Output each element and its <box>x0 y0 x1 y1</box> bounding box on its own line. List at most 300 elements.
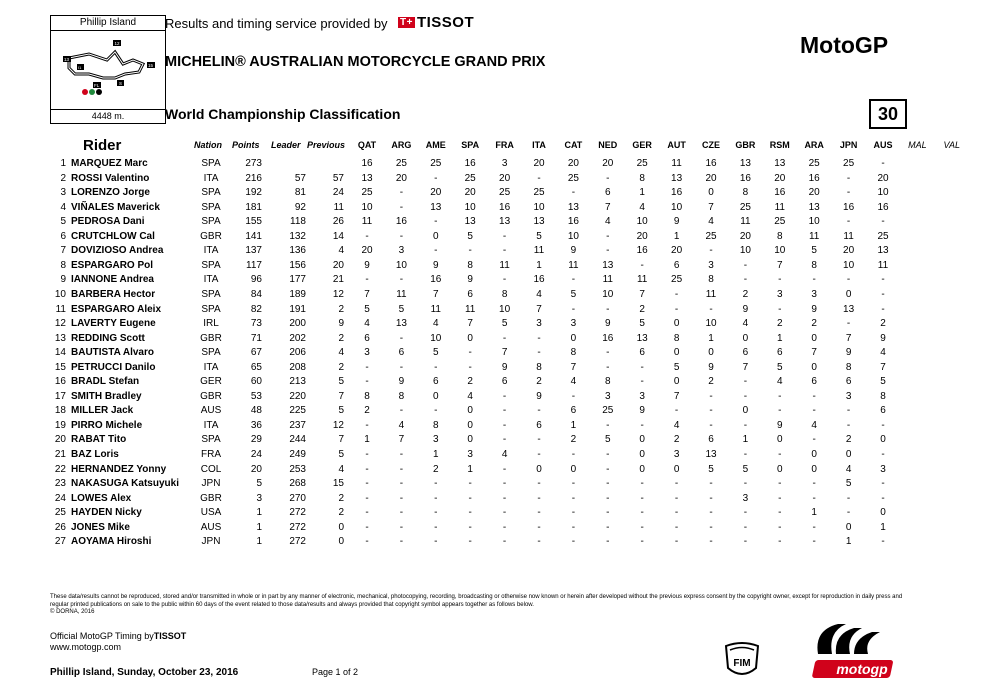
track-map-drawing <box>55 34 161 106</box>
nation-cell: SPA <box>201 303 221 315</box>
race-points-cell: - <box>537 492 541 504</box>
race-points-cell: - <box>846 492 851 504</box>
race-points-cell: - <box>502 492 507 504</box>
col-header-race: SPA <box>461 140 480 150</box>
previous-gap-cell: 7 <box>338 434 344 446</box>
race-points-cell: 9 <box>433 259 439 271</box>
race-points-cell: 3 <box>811 288 817 300</box>
race-points-cell: - <box>571 187 576 199</box>
race-points-cell: - <box>674 288 679 300</box>
race-points-cell: 16 <box>361 158 373 169</box>
race-points-cell: 7 <box>536 303 542 315</box>
position-cell: 7 <box>60 245 66 257</box>
race-points-cell: - <box>640 361 644 373</box>
race-points-cell: 9 <box>605 318 611 330</box>
race-points-cell: 0 <box>777 434 783 446</box>
race-points-cell: - <box>399 536 404 548</box>
race-points-cell: 13 <box>361 172 373 184</box>
col-header-race: MAL <box>908 140 927 150</box>
points-cell: 192 <box>245 187 262 199</box>
race-points-cell: 25 <box>361 187 373 199</box>
race-points-cell: - <box>537 536 541 548</box>
points-cell: 73 <box>250 318 262 330</box>
previous-gap-cell: 4 <box>338 463 344 475</box>
position-cell: 21 <box>54 449 66 460</box>
race-points-cell: 7 <box>570 361 577 373</box>
official-timing: Official MotoGP Timing byTISSOT <box>50 631 187 641</box>
race-points-cell: 8 <box>398 390 405 402</box>
race-points-cell: 20 <box>430 187 442 199</box>
race-points-cell: 16 <box>533 274 545 286</box>
race-points-cell: 7 <box>708 201 714 213</box>
race-points-cell: 0 <box>845 521 852 533</box>
race-points-cell: - <box>571 507 576 519</box>
race-points-cell: - <box>709 303 713 315</box>
race-points-cell: - <box>571 449 576 460</box>
race-points-cell: - <box>434 361 438 373</box>
race-points-cell: 8 <box>845 361 852 373</box>
rider-name-cell: ESPARGARO Pol <box>71 259 154 271</box>
race-points-cell: 7 <box>811 347 817 359</box>
race-points-cell: 9 <box>570 245 577 257</box>
leader-gap-cell: 220 <box>289 390 306 402</box>
race-points-cell: 0 <box>708 187 714 199</box>
position-cell: 15 <box>54 361 66 373</box>
race-points-cell: 2 <box>777 318 783 330</box>
nation-cell: GBR <box>200 492 222 504</box>
race-points-cell: 10 <box>636 216 648 228</box>
leader-gap-cell: 272 <box>289 507 306 519</box>
previous-gap-cell: 20 <box>332 259 344 271</box>
race-points-cell: 8 <box>364 390 370 402</box>
race-points-cell: - <box>537 405 541 417</box>
previous-gap-cell: 0 <box>338 521 344 533</box>
race-points-cell: - <box>434 492 438 504</box>
race-points-cell: 1 <box>777 332 783 344</box>
race-points-cell: 13 <box>705 449 717 460</box>
race-points-cell: 1 <box>467 463 473 475</box>
race-points-cell: 2 <box>742 288 749 300</box>
position-cell: 4 <box>60 201 66 213</box>
race-points-cell: 9 <box>536 390 542 402</box>
motogp-logo <box>806 620 906 682</box>
race-points-cell: 7 <box>880 361 886 373</box>
fim-logo <box>722 640 762 680</box>
nation-cell: SPA <box>201 347 221 359</box>
race-points-cell: 20 <box>602 158 614 169</box>
race-points-cell: 6 <box>536 419 542 431</box>
race-points-cell: 13 <box>430 201 442 213</box>
race-points-cell: - <box>468 347 472 359</box>
race-points-cell: 7 <box>605 201 611 213</box>
race-points-cell: 8 <box>708 274 714 286</box>
position-cell: 26 <box>54 521 66 533</box>
race-points-cell: - <box>709 507 713 519</box>
race-points-cell: 13 <box>843 303 855 315</box>
race-points-cell: - <box>571 478 576 490</box>
race-points-cell: 16 <box>499 201 511 213</box>
race-points-cell: 0 <box>433 230 439 242</box>
race-points-cell: - <box>399 361 404 373</box>
position-cell: 18 <box>54 405 66 417</box>
points-cell: 36 <box>250 419 262 431</box>
race-points-cell: - <box>674 303 679 315</box>
race-points-cell: 6 <box>570 405 577 417</box>
race-points-cell: - <box>881 492 885 504</box>
race-points-cell: 0 <box>570 463 577 475</box>
race-points-cell: 2 <box>433 463 439 475</box>
nation-cell: SPA <box>201 158 221 169</box>
race-points-cell: - <box>606 230 610 242</box>
race-points-cell: 4 <box>708 216 714 228</box>
race-points-cell: 0 <box>742 332 749 344</box>
race-points-cell: 0 <box>639 434 645 446</box>
race-points-cell: - <box>640 259 644 271</box>
disclaimer-text: These data/results cannot be reproduced, stored and/or transmitted in whole or in part by any manner of electronic, mechanical, photocopying, recording, broadcasting or otherwise now known or herein after developed without the previous express consent by the copyright owner, except for reproduction in daily press and regular printed publications on sale to the public within 60 days of the event related to those data/results and always provided that copyright symbol appears together as follows below. <box>50 594 903 608</box>
race-points-cell: - <box>537 332 541 344</box>
previous-gap-cell: 0 <box>338 536 344 548</box>
position-cell: 17 <box>54 390 66 402</box>
race-points-cell: 1 <box>536 259 542 271</box>
race-points-cell: - <box>399 521 404 533</box>
race-points-cell: 0 <box>708 347 714 359</box>
col-header-rider: Rider <box>83 137 122 154</box>
race-points-cell: 5 <box>673 361 680 373</box>
map-label: 13 <box>64 57 70 62</box>
race-points-cell: 16 <box>739 172 751 184</box>
leader-gap-cell: 237 <box>289 419 306 431</box>
race-points-cell: 0 <box>742 405 749 417</box>
race-points-cell: - <box>537 347 541 359</box>
nation-cell: AUS <box>200 405 222 417</box>
col-header-race: NED <box>598 140 618 150</box>
website-link[interactable]: www.motogp.com <box>50 642 122 652</box>
rider-name-cell: BAUTISTA Alvaro <box>71 347 154 359</box>
table-row <box>0 333 1000 347</box>
race-points-cell: 16 <box>671 187 683 199</box>
race-points-cell: - <box>743 376 748 388</box>
race-points-cell: 4 <box>742 318 749 330</box>
race-points-cell: 16 <box>567 216 579 228</box>
race-points-cell: 2 <box>880 318 886 330</box>
race-points-cell: - <box>365 419 369 431</box>
race-points-cell: 4 <box>673 419 680 431</box>
rider-name-cell: DOVIZIOSO Andrea <box>71 245 164 257</box>
race-points-cell: 10 <box>774 245 786 257</box>
race-points-cell: 2 <box>845 434 852 446</box>
race-points-cell: - <box>881 449 885 460</box>
table-row <box>0 245 1000 259</box>
race-points-cell: 1 <box>433 449 439 460</box>
race-points-cell: 11 <box>396 288 407 300</box>
race-points-cell: 5 <box>605 434 611 446</box>
race-points-cell: - <box>365 230 369 242</box>
table-row <box>0 493 1000 507</box>
nation-cell: AUS <box>200 521 222 533</box>
position-cell: 2 <box>60 172 66 184</box>
rider-name-cell: JONES Mike <box>71 521 130 533</box>
race-points-cell: - <box>537 172 541 184</box>
position-cell: 3 <box>60 187 66 199</box>
race-points-cell: 10 <box>395 259 407 271</box>
race-points-cell: 5 <box>364 303 370 315</box>
leader-gap-cell: 253 <box>289 463 306 475</box>
nation-cell: GBR <box>200 390 222 402</box>
race-points-cell: 2 <box>364 405 370 417</box>
previous-gap-cell: 14 <box>332 230 344 242</box>
race-points-cell: - <box>502 274 507 286</box>
race-points-cell: 6 <box>605 187 611 199</box>
race-points-cell: 25 <box>464 172 476 184</box>
race-points-cell: 11 <box>705 288 717 300</box>
rider-name-cell: MARQUEZ Marc <box>71 158 148 169</box>
table-row <box>0 420 1000 434</box>
race-points-cell: 11 <box>877 259 889 271</box>
race-points-cell: - <box>537 478 541 490</box>
previous-gap-cell: 9 <box>338 318 344 330</box>
race-points-cell: 20 <box>499 172 511 184</box>
race-points-cell: - <box>778 521 782 533</box>
race-points-cell: - <box>399 201 404 213</box>
race-points-cell: 5 <box>880 376 886 388</box>
race-points-cell: - <box>606 492 610 504</box>
race-points-cell: - <box>502 405 507 417</box>
race-points-cell: 13 <box>774 158 786 169</box>
race-points-cell: - <box>640 507 644 519</box>
race-points-cell: 4 <box>433 318 439 330</box>
race-points-cell: - <box>502 521 507 533</box>
race-points-cell: 6 <box>742 347 749 359</box>
race-points-cell: - <box>674 507 679 519</box>
copyright-text: © DORNA, 2016 <box>50 609 95 615</box>
race-points-cell: 4 <box>811 419 817 431</box>
nation-cell: ITA <box>203 172 219 184</box>
race-points-cell: 1 <box>708 332 714 344</box>
race-points-cell: 5 <box>501 318 508 330</box>
race-points-cell: - <box>743 390 748 402</box>
col-header-race: JPN <box>839 140 858 150</box>
race-points-cell: 3 <box>639 390 645 402</box>
race-points-cell: - <box>502 536 507 548</box>
motogp-logo-text: motogp <box>836 661 888 677</box>
position-cell: 12 <box>54 318 66 330</box>
race-points-cell: 25 <box>395 158 407 169</box>
points-cell: 65 <box>250 361 262 373</box>
previous-gap-cell: 2 <box>338 303 344 315</box>
points-cell: 67 <box>250 347 262 359</box>
race-points-cell: 0 <box>845 449 852 460</box>
race-points-cell: - <box>881 288 885 300</box>
race-points-cell: - <box>640 376 644 388</box>
race-points-cell: 1 <box>742 434 749 446</box>
race-points-cell: 7 <box>467 318 473 330</box>
race-points-cell: - <box>571 492 576 504</box>
race-points-cell: 4 <box>845 463 852 475</box>
race-points-cell: 11 <box>499 259 510 271</box>
leader-gap-cell: 213 <box>289 376 306 388</box>
position-cell: 27 <box>54 536 66 548</box>
race-points-cell: - <box>606 361 610 373</box>
race-points-cell: 6 <box>398 347 405 359</box>
race-points-cell: 11 <box>636 274 648 286</box>
race-points-cell: - <box>537 521 541 533</box>
previous-gap-cell: 21 <box>332 274 344 286</box>
race-points-cell: - <box>846 405 851 417</box>
nation-cell: GBR <box>200 332 222 344</box>
race-points-cell: 20 <box>533 158 545 169</box>
event-title: MICHELIN® AUSTRALIAN MOTORCYCLE GRAND PRIX <box>165 54 546 70</box>
map-label: FL <box>94 83 100 88</box>
fim-logo-text: FIM <box>733 658 751 669</box>
race-points-cell: - <box>365 536 369 548</box>
race-points-cell: 6 <box>811 376 817 388</box>
race-points-cell: - <box>640 478 644 490</box>
race-points-cell: - <box>812 390 816 402</box>
race-points-cell: 3 <box>708 259 714 271</box>
race-points-cell: 11 <box>464 303 476 315</box>
race-points-cell: 8 <box>570 347 577 359</box>
leader-gap-cell: 272 <box>289 536 306 548</box>
race-points-cell: 7 <box>639 288 645 300</box>
race-points-cell: 20 <box>705 172 717 184</box>
position-cell: 5 <box>60 216 66 228</box>
leader-gap-cell: 244 <box>289 434 306 446</box>
col-header-race: FRA <box>495 140 514 150</box>
race-points-cell: 13 <box>602 259 614 271</box>
leader-gap-cell: 225 <box>289 405 306 417</box>
race-points-cell: - <box>674 492 679 504</box>
race-points-cell: 3 <box>570 318 577 330</box>
race-points-cell: - <box>778 536 782 548</box>
race-points-cell: 4 <box>536 288 542 300</box>
previous-gap-cell: 26 <box>332 216 344 228</box>
race-points-cell: - <box>709 478 713 490</box>
race-points-cell: 11 <box>602 274 613 286</box>
race-points-cell: 8 <box>742 187 749 199</box>
race-points-cell: - <box>812 521 816 533</box>
tissot-cross-icon: T+ <box>400 17 413 28</box>
table-row <box>0 449 1000 463</box>
race-points-cell: - <box>434 405 438 417</box>
race-points-cell: - <box>537 449 541 460</box>
race-points-cell: 20 <box>567 158 579 169</box>
race-points-cell: - <box>434 216 438 228</box>
race-points-cell: 0 <box>467 405 473 417</box>
race-points-cell: - <box>743 259 748 271</box>
rider-name-cell: ROSSI Valentino <box>71 172 150 184</box>
race-points-cell: 0 <box>777 463 783 475</box>
map-label: 12 <box>114 41 120 46</box>
table-row <box>0 158 1000 172</box>
race-points-cell: 11 <box>740 216 751 228</box>
race-points-cell: 1 <box>811 507 817 519</box>
race-points-cell: 4 <box>467 390 473 402</box>
race-points-cell: - <box>778 405 782 417</box>
track-name: Phillip Island <box>51 17 165 31</box>
race-points-cell: 16 <box>774 187 786 199</box>
previous-gap-cell: 24 <box>332 187 344 199</box>
race-points-cell: - <box>881 274 885 286</box>
race-points-cell: - <box>399 405 404 417</box>
race-points-cell: - <box>812 478 816 490</box>
race-points-cell: 2 <box>708 376 714 388</box>
race-points-cell: 6 <box>708 434 714 446</box>
col-header-nation: Nation <box>194 140 222 150</box>
race-points-cell: - <box>743 507 748 519</box>
position-cell: 10 <box>54 288 66 300</box>
race-points-cell: - <box>674 521 679 533</box>
disclaimer <box>50 594 910 617</box>
race-points-cell: - <box>399 230 404 242</box>
previous-gap-cell: 2 <box>338 361 344 373</box>
race-points-cell: - <box>537 507 541 519</box>
race-points-cell: - <box>365 361 369 373</box>
race-points-cell: - <box>778 507 782 519</box>
col-header-race: AME <box>425 140 446 150</box>
race-points-cell: 0 <box>639 463 645 475</box>
race-points-cell: 10 <box>843 259 855 271</box>
rider-name-cell: RABAT Tito <box>71 434 127 446</box>
race-points-cell: 13 <box>464 216 476 228</box>
race-points-cell: 9 <box>639 405 645 417</box>
race-points-cell: - <box>502 245 507 257</box>
race-points-cell: 13 <box>395 318 407 330</box>
race-points-cell: - <box>502 463 507 475</box>
race-points-cell: 5 <box>845 478 852 490</box>
race-points-cell: 1 <box>673 230 680 242</box>
nation-cell: COL <box>200 463 222 475</box>
rider-name-cell: LAVERTY Eugene <box>71 318 156 330</box>
race-points-cell: 10 <box>705 318 717 330</box>
previous-gap-cell: 5 <box>338 405 344 417</box>
position-cell: 19 <box>54 419 66 431</box>
race-points-cell: 5 <box>708 463 714 475</box>
race-points-cell: 0 <box>880 434 886 446</box>
race-points-cell: 3 <box>433 434 439 446</box>
race-points-cell: 10 <box>739 245 751 257</box>
race-points-cell: - <box>778 449 782 460</box>
rider-name-cell: BRADL Stefan <box>71 376 140 388</box>
race-points-cell: 25 <box>671 274 683 286</box>
points-cell: 1 <box>256 536 262 548</box>
race-points-cell: - <box>606 303 610 315</box>
race-points-cell: - <box>365 478 369 490</box>
race-points-cell: 0 <box>880 507 886 519</box>
race-points-cell: - <box>881 158 885 169</box>
race-points-cell: 0 <box>467 434 473 446</box>
nation-cell: FRA <box>201 449 221 460</box>
race-points-cell: 1 <box>364 434 370 446</box>
race-points-cell: 8 <box>536 361 542 373</box>
previous-gap-cell: 12 <box>332 419 344 431</box>
race-points-cell: 10 <box>808 216 820 228</box>
race-points-cell: 4 <box>570 376 577 388</box>
race-points-cell: 10 <box>602 288 614 300</box>
map-label: 15 <box>148 63 154 68</box>
race-points-cell: - <box>674 536 679 548</box>
race-points-cell: 20 <box>877 172 889 184</box>
race-points-cell: 5 <box>398 303 405 315</box>
race-points-cell: 7 <box>742 361 749 373</box>
race-points-cell: - <box>399 478 404 490</box>
col-header-race: QAT <box>357 140 377 150</box>
leader-gap-cell: 156 <box>289 259 306 271</box>
col-header-race: AUT <box>667 140 686 150</box>
nation-cell: ITA <box>203 245 219 257</box>
race-points-cell: 9 <box>501 361 508 373</box>
race-points-cell: - <box>606 419 610 431</box>
race-points-cell: - <box>502 507 507 519</box>
